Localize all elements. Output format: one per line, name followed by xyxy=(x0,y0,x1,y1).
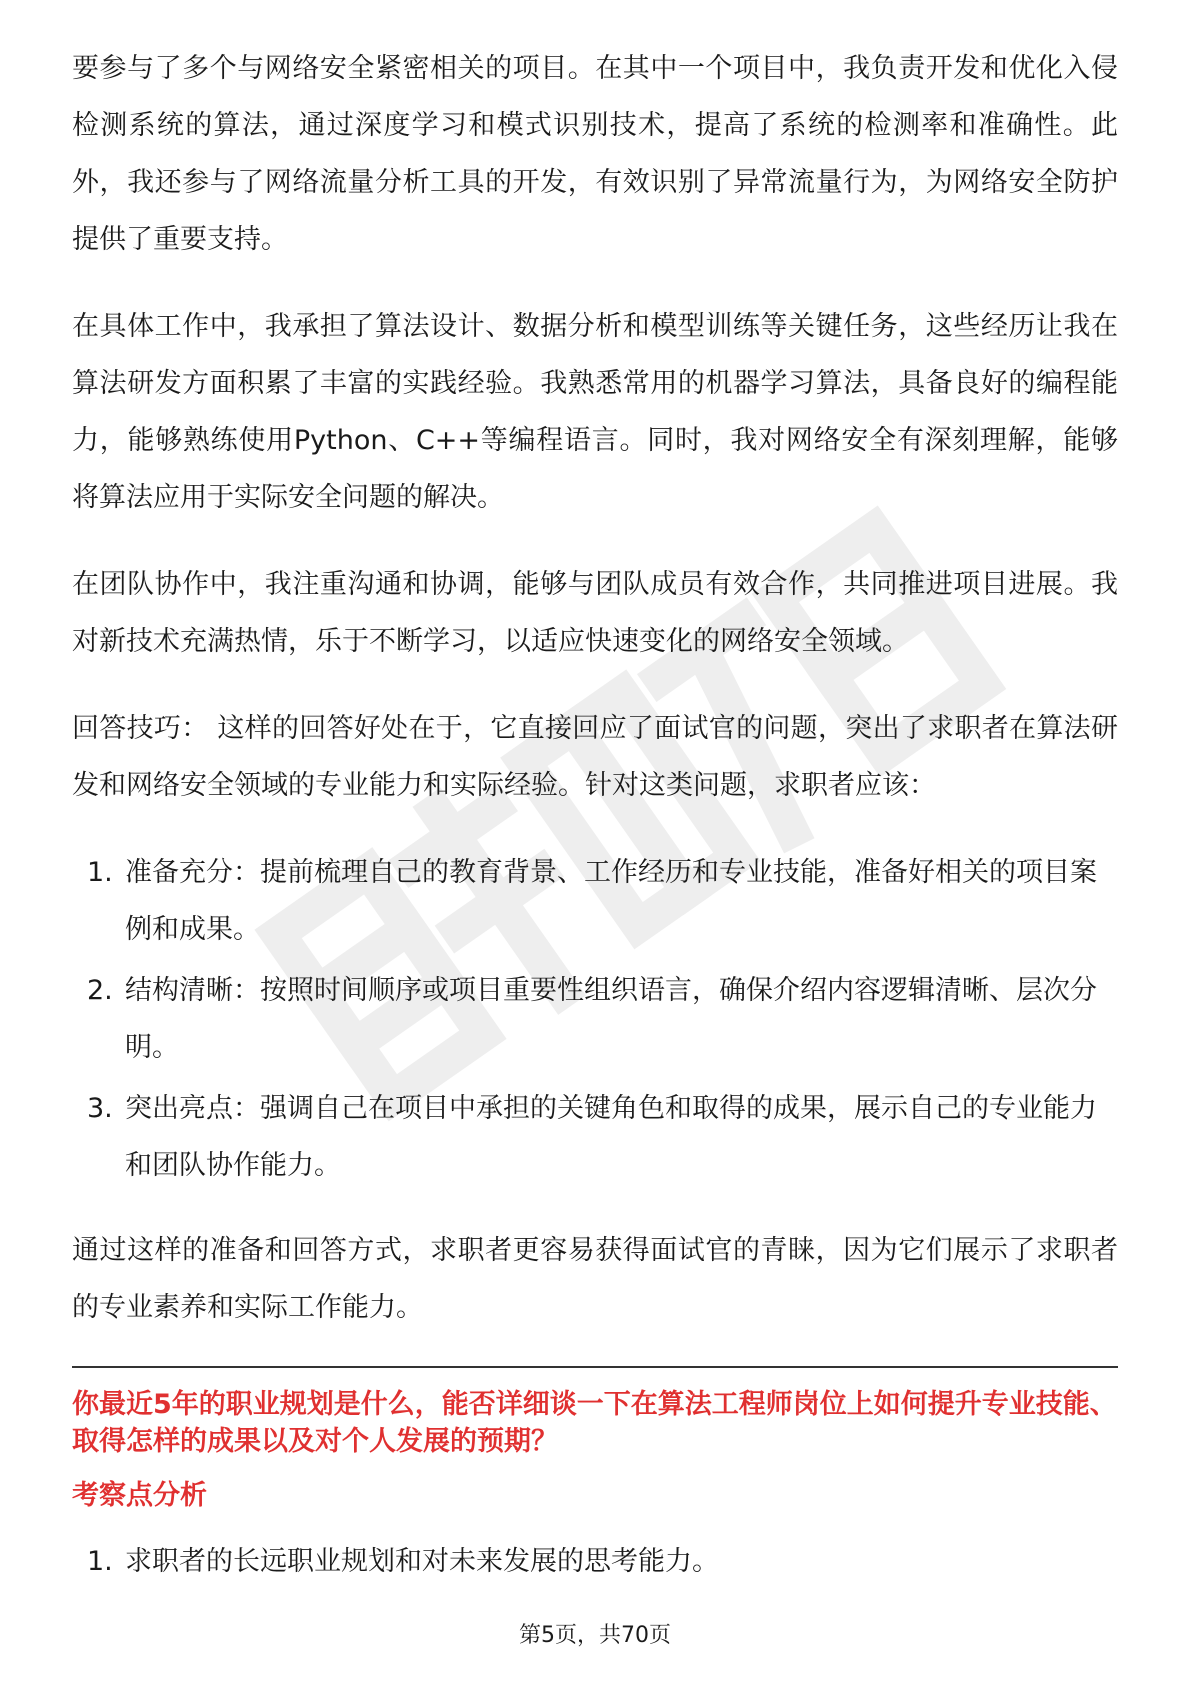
document-page xyxy=(72,40,1118,1582)
list-item-number: 1. xyxy=(87,1546,113,1577)
list-item-text: 准备充分：提前梳理自己的教育背景、工作经历和专业技能，准备好相关的项目案例和成果。 xyxy=(125,857,1097,945)
paragraph-answer-tips: 回答技巧： 这样的回答好处在于，它直接回应了面试官的问题，突出了求职者在算法研发和网络安全领域的专业能力和实际经验。针对这类问题，求职者应该： xyxy=(72,713,1118,801)
list-item-text: 结构清晰：按照时间顺序或项目重要性组织语言，确保介绍内容逻辑清晰、层次分明。 xyxy=(125,975,1097,1063)
tips-list xyxy=(72,844,1118,1194)
page-footer: 第5页，共70页 xyxy=(519,1623,671,1648)
analysis-heading: 考察点分析 xyxy=(72,1480,207,1511)
list-item-text: 求职者的长远职业规划和对未来发展的思考能力。 xyxy=(125,1546,719,1577)
paragraph-work-details: 在具体工作中，我承担了算法设计、数据分析和模型训练等关键任务，这些经历让我在算法研发方面积累了丰富的实践经验。我熟悉常用的机器学习算法，具备良好的编程能力，能够熟练使用Python、C++等编程语言。同时，我对网络安全有深刻理解，能够将算法应用于实际安全问题的解决。 xyxy=(72,311,1118,513)
list-item xyxy=(72,1542,1118,1582)
list-item-number: 2. xyxy=(87,975,113,1006)
list-item xyxy=(72,1080,1118,1194)
list-item xyxy=(72,844,1118,958)
list-item xyxy=(72,962,1118,1076)
list-item-text: 突出亮点：强调自己在项目中承担的关键角色和取得的成果，展示自己的专业能力和团队协作能力。 xyxy=(125,1093,1097,1181)
list-item-number: 3. xyxy=(87,1093,113,1124)
paragraph-project-experience: 要参与了多个与网络安全紧密相关的项目。在其中一个项目中，我负责开发和优化入侵检测系统的算法，通过深度学习和模式识别技术，提高了系统的检测率和准确性。此外，我还参与了网络流量分析工具的开发，有效识别了异常流量行为，为网络安全防护提供了重要支持。 xyxy=(72,53,1118,255)
paragraph-teamwork: 在团队协作中，我注重沟通和协调，能够与团队成员有效合作，共同推进项目进展。我对新技术充满热情，乐于不断学习，以适应快速变化的网络安全领域。 xyxy=(72,569,1118,657)
analysis-list xyxy=(72,1542,1118,1582)
interview-question: 你最近5年的职业规划是什么，能否详细谈一下在算法工程师岗位上如何提升专业技能、取得怎样的成果以及对个人发展的预期？ xyxy=(72,1389,1117,1457)
list-item-number: 1. xyxy=(87,857,113,888)
paragraph-conclusion: 通过这样的准备和回答方式，求职者更容易获得面试官的青睐，因为它们展示了求职者的专业素养和实际工作能力。 xyxy=(72,1235,1118,1323)
section-divider xyxy=(72,1366,1118,1368)
